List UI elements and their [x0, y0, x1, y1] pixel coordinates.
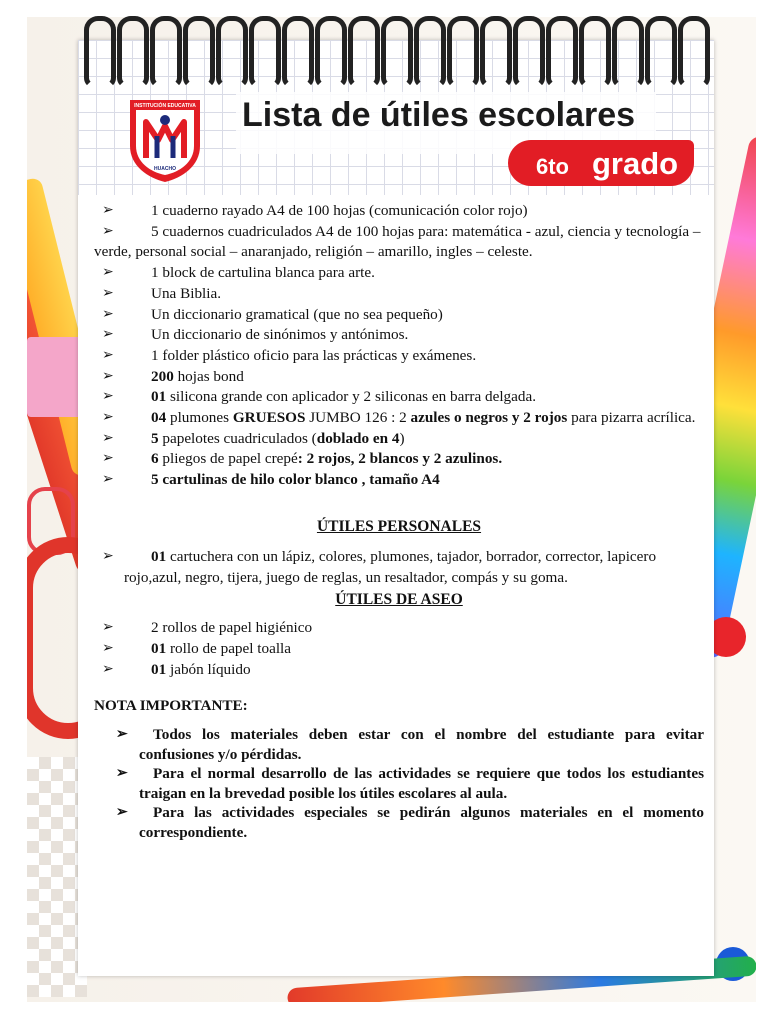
nota-heading: NOTA IMPORTANTE:	[94, 697, 248, 715]
list-item-text: 1 folder plástico oficio para las prácticas y exámenes.	[151, 346, 477, 364]
nota-item-text: Para el normal desarrollo de las actividades se requiere que todos los estudiantes traigan en la brevedad posible los útiles escolares al aula.	[139, 765, 704, 802]
bullet-arrow-icon: ➢	[102, 389, 114, 405]
bullet-arrow-icon: ➢	[116, 805, 128, 821]
bullet-arrow-icon: ➢	[102, 265, 114, 281]
list-item	[94, 305, 704, 326]
list-item-text: Un diccionario de sinónimos y antónimos.	[151, 326, 409, 344]
list-item	[94, 408, 704, 429]
list-item	[94, 222, 704, 263]
list-item	[94, 263, 704, 284]
list-item-text: Un diccionario gramatical (que no sea pequeño)	[151, 305, 443, 323]
spiral-ring	[183, 16, 215, 88]
spiral-ring	[414, 16, 446, 88]
bullet-arrow-icon: ➢	[102, 306, 114, 322]
supply-list	[94, 201, 704, 842]
list-item-text: 01 jabón líquido	[151, 660, 251, 678]
list-item	[94, 387, 704, 408]
list-item-text: 200 hojas bond	[151, 367, 244, 385]
list-item	[94, 346, 704, 367]
bullet-arrow-icon: ➢	[102, 223, 114, 239]
list-item	[94, 639, 704, 660]
section-heading-personales: ÚTILES PERSONALES	[316, 517, 482, 535]
bullet-arrow-icon: ➢	[102, 548, 114, 564]
list-item-text: 5 cartulinas de hilo color blanco , tamaño A4	[151, 471, 440, 489]
grade-word: grado	[592, 146, 679, 181]
list-item-text: 5 cuadernos cuadriculados A4 de 100 hojas para: matemática - azul, ciencia y tecnología – verde, personal social – anaranjado, religión – amarillo, ingles – celeste.	[94, 222, 701, 261]
grade-number: 6to	[536, 154, 569, 179]
spiral-ring	[216, 16, 248, 88]
svg-text:HUACHO: HUACHO	[154, 166, 176, 172]
nota-list	[94, 725, 704, 842]
list-item-text: 04 plumones GRUESOS JUMBO 126 : 2 azules o negros y 2 rojos para pizarra acrílica.	[151, 409, 696, 427]
spiral-ring	[513, 16, 545, 88]
list-item	[94, 470, 704, 491]
bullet-arrow-icon: ➢	[116, 727, 128, 743]
spiral-ring	[678, 16, 710, 88]
page-title: Lista de útiles escolares	[242, 96, 636, 134]
bullet-arrow-icon: ➢	[102, 368, 114, 384]
list-item-text: 5 papelotes cuadriculados (doblado en 4)	[151, 429, 405, 447]
bullet-arrow-icon: ➢	[102, 640, 114, 656]
list-item-text: 1 block de cartulina blanca para arte.	[151, 264, 375, 282]
spiral-ring	[150, 16, 182, 88]
list-item	[94, 367, 704, 388]
bullet-arrow-icon: ➢	[116, 766, 128, 782]
list-item	[94, 284, 704, 305]
materials-list	[94, 201, 704, 491]
spiral-ring	[480, 16, 512, 88]
spiral-ring	[381, 16, 413, 88]
list-item	[94, 660, 704, 681]
spiral-ring	[546, 16, 578, 88]
list-item-text: Una Biblia.	[151, 284, 222, 302]
bullet-arrow-icon: ➢	[102, 347, 114, 363]
section-heading-aseo: ÚTILES DE ASEO	[335, 590, 463, 608]
spiral-ring	[315, 16, 347, 88]
bullet-arrow-icon: ➢	[102, 661, 114, 677]
spiral-ring	[579, 16, 611, 88]
spiral-ring	[612, 16, 644, 88]
nota-item-text: Para las actividades especiales se pedirán algunos materiales en el momento correspondiente.	[139, 804, 704, 841]
spiral-ring	[117, 16, 149, 88]
list-item	[94, 449, 704, 470]
nota-item	[94, 803, 704, 842]
spiral-ring	[645, 16, 677, 88]
list-item	[94, 429, 704, 450]
spiral-ring	[447, 16, 479, 88]
spiral-ring	[84, 16, 116, 88]
bullet-arrow-icon: ➢	[102, 430, 114, 446]
spiral-ring	[249, 16, 281, 88]
nota-item	[94, 725, 704, 764]
personales-list	[94, 546, 704, 589]
grade-badge	[508, 140, 694, 186]
list-item	[94, 325, 704, 346]
bullet-arrow-icon: ➢	[102, 203, 114, 218]
list-item-text: 01 rollo de papel toalla	[151, 639, 292, 657]
spiral-binding	[84, 16, 724, 86]
list-item	[94, 618, 704, 639]
list-item-text: 01 cartuchera con un lápiz, colores, plumones, tajador, borrador, corrector, lapicero rojo,azul, negro, tijera, juego de reglas, un resaltador, compás y su goma.	[124, 547, 657, 587]
bullet-arrow-icon: ➢	[102, 451, 114, 467]
list-item-text: 1 cuaderno rayado A4 de 100 hojas (comunicación color rojo)	[151, 202, 528, 219]
spiral-ring	[282, 16, 314, 88]
list-item-text: 6 pliegos de papel crepé: 2 rojos, 2 blancos y 2 azulinos.	[151, 450, 503, 468]
nota-item-text: Todos los materiales deben estar con el nombre del estudiante para evitar confusiones y/o pérdidas.	[139, 726, 704, 763]
list-item	[94, 201, 704, 222]
list-item-text: 01 silicona grande con aplicador y 2 siliconas en barra delgada.	[151, 388, 537, 406]
spiral-ring	[348, 16, 380, 88]
school-logo	[126, 96, 204, 184]
list-item-text: 2 rollos de papel higiénico	[151, 619, 313, 637]
aseo-list	[94, 618, 704, 680]
bullet-arrow-icon: ➢	[102, 472, 114, 488]
list-item	[94, 546, 704, 589]
nota-item	[94, 764, 704, 803]
bullet-arrow-icon: ➢	[102, 327, 114, 343]
bullet-arrow-icon: ➢	[102, 410, 114, 426]
svg-text:INSTITUCIÓN EDUCATIVA: INSTITUCIÓN EDUCATIVA	[134, 103, 196, 109]
bullet-arrow-icon: ➢	[102, 285, 114, 301]
bullet-arrow-icon: ➢	[102, 620, 114, 636]
